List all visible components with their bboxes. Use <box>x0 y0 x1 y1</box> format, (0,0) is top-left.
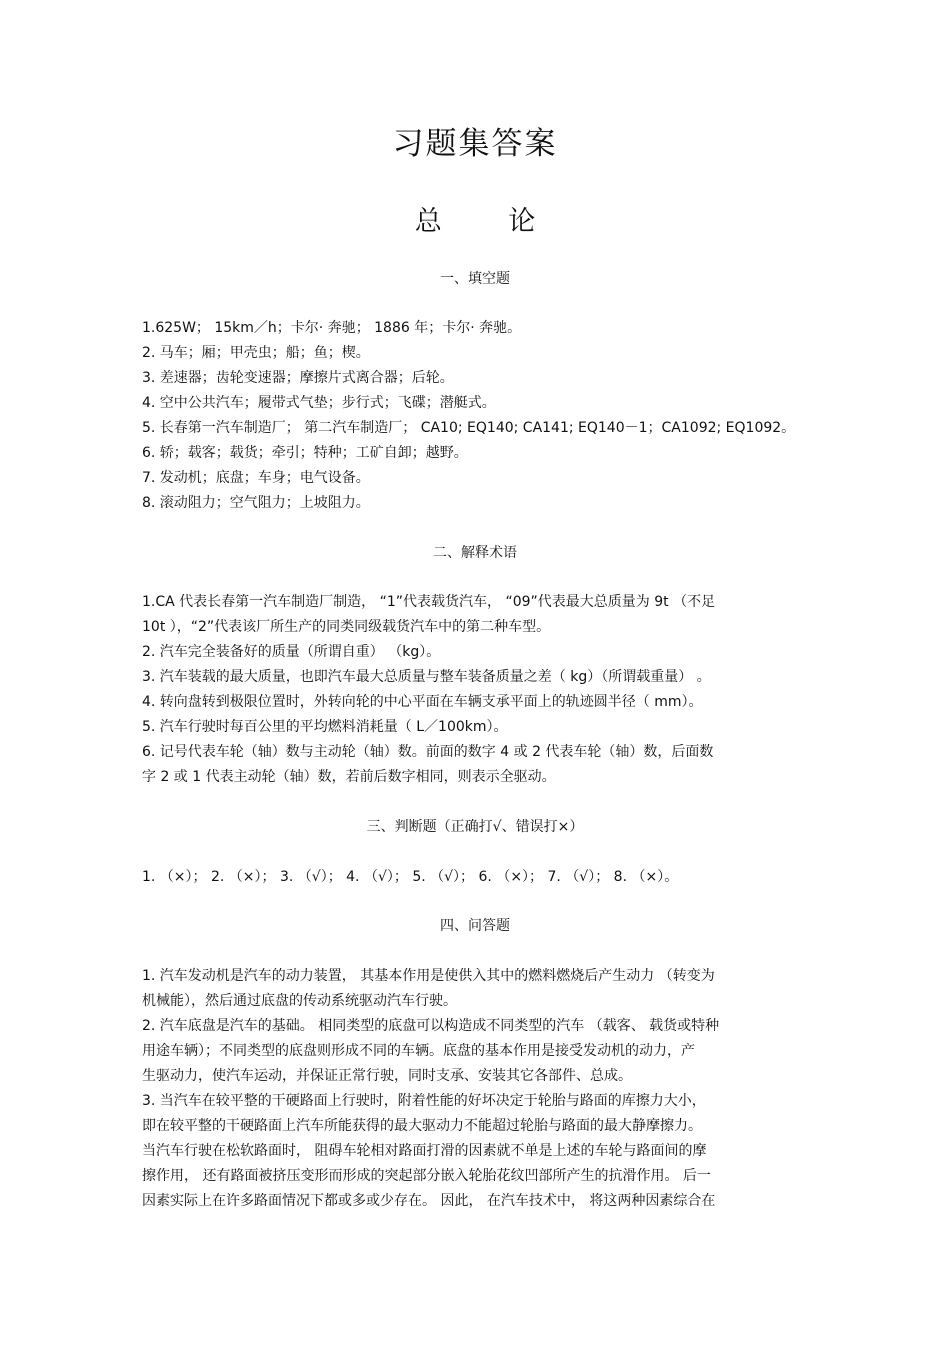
answer-line: 7. 发动机；底盘；车身；电气设备。 <box>142 470 370 486</box>
answer-line: 3. 当汽车在较平整的干硬路面上行驶时，附着性能的好坏决定于轮胎与路面的库擦力大小， <box>142 1093 706 1109</box>
answer-line: 3. 汽车装载的最大质量，也即汽车最大总质量与整车装备质量之差（ kg）（所谓载重量） 。 <box>142 669 711 685</box>
section-heading-true-false: 三、判断题（正确打√、错误打×） <box>366 819 584 835</box>
answer-line: 8. 滚动阻力；空气阻力；上坡阻力。 <box>142 495 370 511</box>
answer-line: 6. 记号代表车轮（轴）数与主动轮（轴）数。前面的数字 4 或 2 代表车轮（轴）数，后面数 <box>142 744 714 760</box>
answer-line: 机械能），然后通过底盘的传动系统驱动汽车行驶。 <box>142 993 457 1009</box>
section-true-false-answers <box>142 865 810 890</box>
answer-line: 10t ），“2”代表该厂所生产的同类同级载货汽车中的第二种车型。 <box>142 619 551 635</box>
answer-line: 1. 汽车发动机是汽车的动力装置， 其基本作用是使供入其中的燃料燃烧后产生动力 （转变为 <box>142 968 715 984</box>
section-heading-fill-blank: 一、填空题 <box>440 271 510 287</box>
chapter-title: 总 论 <box>414 206 536 237</box>
answer-line: 5. 汽车行驶时每百公里的平均燃料消耗量（ L／100km）。 <box>142 719 508 735</box>
section-heading-terms: 二、解释术语 <box>433 545 517 561</box>
section-heading-qa: 四、问答题 <box>440 918 510 934</box>
section-fill-blank-answers <box>142 316 810 516</box>
answer-line: 即在较平整的干硬路面上汽车所能获得的最大驱动力不能超过轮胎与路面的最大静摩擦力。 <box>142 1118 702 1134</box>
section-terms-answers <box>142 590 810 790</box>
answer-line: 1.CA 代表长春第一汽车制造厂制造， “1”代表载货汽车， “09”代表最大总质量为 9t （不足 <box>142 594 716 610</box>
answer-line: 1.625W； 15km／h；卡尔· 奔驰； 1886 年；卡尔· 奔驰。 <box>142 320 522 336</box>
answer-line: 2. 汽车完全装备好的质量（所谓自重） （kg）。 <box>142 644 441 660</box>
answer-line: 4. 空中公共汽车；履带式气垫；步行式；飞碟；潜艇式。 <box>142 395 496 411</box>
answer-line: 用途车辆）；不同类型的底盘则形成不同的车辆。底盘的基本作用是接受发动机的动力，产 <box>142 1043 695 1059</box>
answer-line: 2. 汽车底盘是汽车的基础。 相同类型的底盘可以构造成不同类型的汽车 （载客、 载货或特种 <box>142 1018 720 1034</box>
answer-line: 5. 长春第一汽车制造厂； 第二汽车制造厂； CA10; EQ140; CA141; EQ140－1；CA1092; EQ1092。 <box>142 420 796 436</box>
answer-line: 擦作用， 还有路面被挤压变形而形成的突起部分嵌入轮胎花纹凹部所产生的抗滑作用。 后一 <box>142 1168 711 1184</box>
section-qa-answers <box>142 964 810 1214</box>
answer-line: 当汽车行驶在松软路面时， 阻碍车轮相对路面打滑的因素就不单是上述的车轮与路面间的摩 <box>142 1143 707 1159</box>
answer-line: 字 2 或 1 代表主动轮（轴）数，若前后数字相同，则表示全驱动。 <box>142 769 556 785</box>
answer-line: 1. （×）； 2. （×）； 3. （√）； 4. （√）； 5. （√）； 6. （×）； 7. （√）； 8. （×）。 <box>142 869 679 885</box>
answer-line: 生驱动力，使汽车运动，并保证正常行驶，同时支承、安装其它各部件、总成。 <box>142 1068 632 1084</box>
answer-line: 6. 轿；载客；载货；牵引；特种；工矿自卸；越野。 <box>142 445 468 461</box>
answer-line: 因素实际上在许多路面情况下都或多或少存在。 因此， 在汽车技术中， 将这两种因素综合在 <box>142 1193 716 1209</box>
answer-line: 2. 马车；厢；甲壳虫；船；鱼；楔。 <box>142 345 370 361</box>
answer-line: 3. 差速器；齿轮变速器；摩擦片式离合器；后轮。 <box>142 370 454 386</box>
document-title: 习题集答案 <box>392 126 558 162</box>
answer-line: 4. 转向盘转到极限位置时，外转向轮的中心平面在车辆支承平面上的轨迹圆半径（ mm）。 <box>142 694 703 710</box>
